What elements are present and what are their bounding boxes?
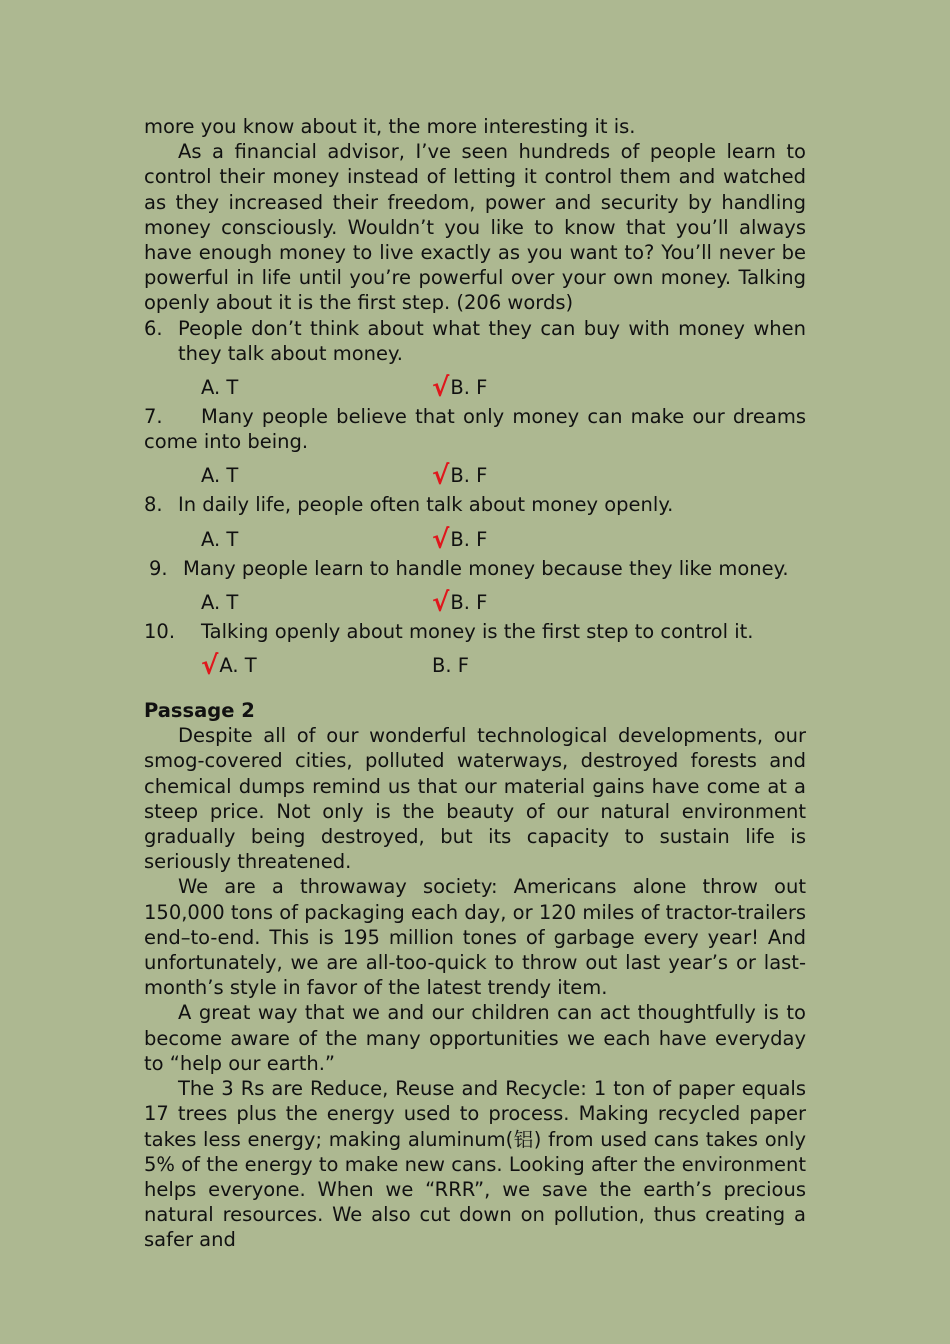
question-7: [144, 404, 806, 454]
question-7-options: [144, 454, 806, 492]
option-b[interactable]: √B. F: [432, 461, 488, 492]
check-mark-icon: √: [201, 651, 219, 682]
option-b[interactable]: √B. F: [432, 524, 488, 555]
check-mark-icon: √: [432, 461, 450, 492]
passage2-paragraph-1: Despite all of our wonderful technological developments, our smog-covered cities, polluted waterways, destroyed forests and chemical dumps remind us that our material gains have come at a steep price. Not only is the beauty of our natural environment gradually being destroyed, but its capacity to sustain life is seriously threatened.: [144, 724, 806, 874]
option-a[interactable]: A. T: [201, 527, 239, 551]
passage1-paragraph-final: As a financial advisor, I’ve seen hundreds of people learn to control their money instead of letting it control them and watched as they increased their freedom, power and security by handling money consciously. Wouldn’t you like to know that you’ll always have enough money to live exactly as you want to? You’ll never be powerful in life until you’re powerful over your own money. Talking openly about it is the first step. (206 words): [144, 140, 806, 315]
question-6-options: [144, 366, 806, 404]
document-content: [144, 114, 806, 1253]
question-9: [144, 556, 806, 581]
passage2-paragraph-4: The 3 Rs are Reduce, Reuse and Recycle: 1 ton of paper equals 17 trees plus the energy used to process. Making recycled paper takes less energy; making aluminum(铝) from used cans takes only 5% of the energy to make new cans. Looking after the environment helps everyone. When we “RRR”, we save the earth’s precious natural resources. We also cut down on pollution, thus creating a safer and: [144, 1077, 806, 1252]
question-number: 9.: [149, 556, 168, 580]
question-text: People don’t think about what they can buy with money when they talk about money.: [178, 316, 806, 365]
option-b[interactable]: B. F: [432, 654, 469, 678]
option-a[interactable]: √A. T: [201, 651, 257, 682]
question-number: 10.: [144, 619, 176, 643]
question-text: In daily life, people often talk about money openly.: [178, 493, 674, 517]
question-8-options: [144, 518, 806, 556]
question-number: 8.: [144, 493, 163, 517]
check-mark-icon: √: [432, 524, 450, 555]
passage2-paragraph-2: We are a throwaway society: Americans alone throw out 150,000 tons of packaging each day, or 120 miles of tractor-trailers end–to-end. This is 195 million tones of garbage every year! And unfortunately, we are all-too-quick to throw out last year’s or last-month’s style in favor of the latest trendy item.: [144, 875, 806, 1000]
option-b[interactable]: √B. F: [432, 373, 488, 404]
question-8: [144, 492, 806, 517]
question-10-options: [144, 644, 806, 682]
check-mark-icon: √: [432, 587, 450, 618]
question-text: Talking openly about money is the first step to control it.: [201, 619, 754, 643]
option-a[interactable]: A. T: [201, 376, 239, 400]
question-10: [144, 619, 806, 644]
passage2-heading: Passage 2: [144, 699, 255, 723]
option-b[interactable]: √B. F: [432, 587, 488, 618]
passage2-paragraph-3: A great way that we and our children can act thoughtfully is to become aware of the many opportunities we each have everyday to “help our earth.”: [144, 1001, 806, 1075]
option-a[interactable]: A. T: [201, 590, 239, 614]
question-number: 6.: [144, 316, 163, 340]
question-6: [144, 316, 806, 366]
question-9-options: [144, 581, 806, 619]
question-text: Many people believe that only money can make our dreams come into being.: [144, 405, 806, 454]
option-a[interactable]: A. T: [201, 464, 239, 488]
passage1-paragraph-end: more you know about it, the more interesting it is.: [144, 115, 636, 138]
question-text: Many people learn to handle money because they like money.: [183, 556, 789, 580]
question-number: 7.: [144, 405, 163, 429]
check-mark-icon: √: [432, 373, 450, 404]
